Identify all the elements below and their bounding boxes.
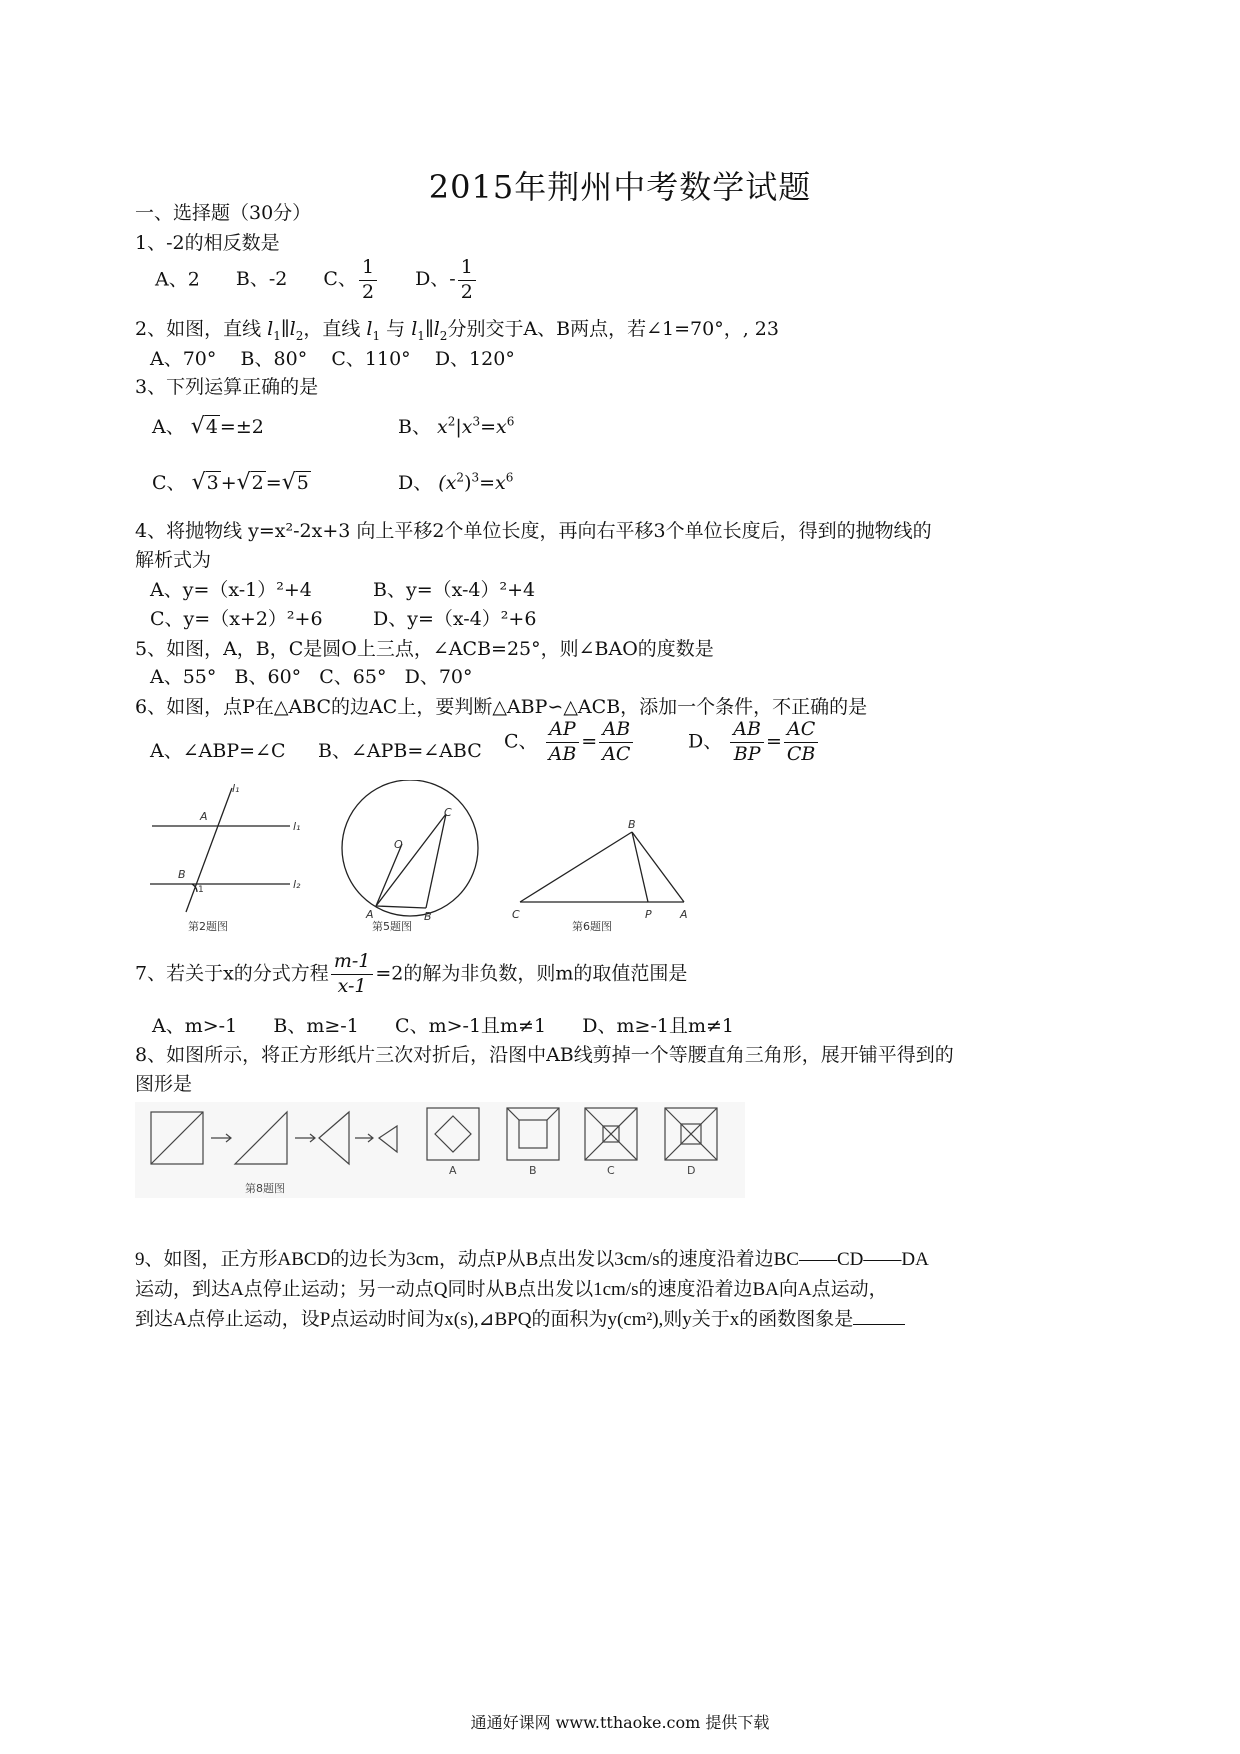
q7-stem-b: =2的解为非负数，则m的取值范围是 [375,962,688,985]
fig5-segment-ao [376,844,402,906]
q6-c-frac-1 [546,718,580,767]
q3-option-d [398,468,513,495]
q6-c-num-1: AP [546,718,580,743]
q6-c-den-1: AB [548,742,577,765]
figure-q8 [135,1102,745,1198]
q6-c-num-2: AB [599,718,633,743]
q1-option-d-prefix: D、- [415,268,456,291]
q3-option-c [152,468,311,495]
fig8-caption: 第8题图 [245,1182,285,1195]
q6-stem: 6、如图，点P在△ABC的边AC上，要判断△ABP∽△ACB，添加一个条件，不正确的是 [135,696,868,718]
q7-options: A、m>-1 B、m≥-1 C、m>-1且m≠1 D、m≥-1且m≠1 [152,1015,734,1037]
q3-b-exp: 2 [447,414,456,429]
q2-sub: 1 [273,328,281,343]
q8-line1: 8、如图所示，将正方形纸片三次对折后，沿图中AB线剪掉一个等腰直角三角形，展开铺平得到的 [135,1044,954,1066]
q3-option-a [152,412,264,439]
q3-c-radicand: 5 [296,472,309,494]
figure-q6 [520,832,684,902]
q6-d-num-1: AB [730,718,764,743]
q1-stem: 1、-2的相反数是 [135,232,280,254]
figure-q5 [342,780,478,916]
q7-stem-a: 7、若关于x的分式方程 [135,962,329,985]
q1-options [155,256,478,305]
q3-b-mid: |x [455,416,473,438]
q6-d-num-2: AC [784,718,819,743]
q6-d-frac-1 [730,718,764,767]
fig5-segment-ab [376,906,426,908]
page-title: 2015年荆州中考数学试题 [428,168,812,206]
fig6-label-b: B [628,818,636,831]
fig6-label-p: P [645,908,652,921]
q1-option-c-fraction [359,256,377,305]
q3-d-eq: =x [479,472,506,494]
q2-sub: 2 [295,328,304,343]
q3-b-eq: =x [480,416,507,438]
q1-d-numerator: 1 [458,256,476,281]
section-heading: 一、选择题（30分） [135,202,312,224]
q6-d-den-1: BP [733,742,761,765]
q8-line2: 图形是 [135,1073,193,1095]
fig5-circle [342,780,478,916]
q4-option-d: D、y=（x-4）²+6 [373,608,537,630]
q3-a-prefix: A、 [152,416,185,438]
fig5-label-o: O [394,838,403,851]
figure-q2 [150,788,290,912]
fig5-label-b: B [424,910,432,923]
q2-l: l [411,318,418,340]
fig8-label-a: A [449,1164,457,1177]
q3-b-x: x [437,416,448,438]
fig2-label-l1: l₁ [293,820,301,833]
q2-options: A、70° B、80° C、110° D、120° [150,348,515,370]
q3-b-prefix: B、 [398,416,431,438]
q3-a-radicand: 4 [205,416,218,438]
q3-d-prefix: D、 [398,472,433,494]
q3-c-prefix: C、 [152,472,186,494]
q7-stem [135,950,687,999]
q3-option-b [398,412,514,439]
fig5-segment-ac [376,814,446,906]
q2-parallel: ∥ [424,318,434,340]
figures-row [140,780,760,940]
q1-option-b: B、-2 [235,268,288,291]
q6-d-frac-2 [784,718,819,767]
q3-d-close: ) [464,472,472,494]
q2-sub: 1 [372,328,381,343]
fig8-label-c: C [607,1164,615,1177]
q6-option-a: A、∠ABP=∠C [150,740,286,762]
q3-stem: 3、下列运算正确的是 [135,376,319,398]
radical-icon: √ [190,414,205,439]
q1-d-denominator: 2 [460,280,473,303]
q1-option-c-prefix: C、 [323,268,357,291]
q3-d-exp: 6 [505,470,514,485]
q3-c-radicand: 2 [251,472,264,494]
q9-line3-text: 到达A点停止运动，设P点运动时间为x(s),⊿BPQ的面积为y(cm²),则y关于x的函数图象是 [135,1309,854,1330]
q2-l: l [433,318,440,340]
q2-text: 与 [380,318,412,340]
radical-icon: √ [236,470,251,495]
fig8-label-b: B [529,1164,537,1177]
q2-parallel: ∥ [280,318,290,340]
q3-d-open: (x [438,472,457,494]
fig5-caption: 第5题图 [372,920,412,933]
q3-b-exp: 3 [472,414,481,429]
q6-c-frac-2 [599,718,633,767]
q2-l: l [289,318,296,340]
fig2-label-top: l₁ [232,782,240,795]
fig8-background [135,1102,745,1198]
fig6-caption: 第6题图 [572,920,612,933]
q2-stem [135,314,779,343]
q2-sub: 1 [417,328,425,343]
q2-l: l [267,318,274,340]
q6-d-prefix: D、 [688,730,723,753]
q7-denominator: x-1 [337,974,367,997]
fig6-label-a: A [680,908,688,921]
q5-stem: 5、如图，A，B，C是圆O上三点，∠ACB=25°，则∠BAO的度数是 [135,638,714,660]
fig6-label-c: C [512,908,520,921]
q2-text: 分别交于A、B两点，若∠1=70°，, 23 [447,318,779,340]
q4-option-c: C、y=（x+2）²+6 [150,608,323,630]
q6-c-prefix: C、 [504,730,538,753]
fig2-label-a: A [200,810,208,823]
q4-option-a: A、y=（x-1）²+4 [150,579,312,601]
q1-c-numerator: 1 [359,256,377,281]
radical-icon: √ [281,470,296,495]
q3-d-exp: 3 [471,470,480,485]
q3-c-radicand: 3 [206,472,219,494]
fig5-label-c: C [444,806,452,819]
fig6-segment-cb [520,832,632,902]
q3-b-exp: 6 [506,414,515,429]
fig2-label-1: 1 [198,885,204,895]
fig2-label-b: B [178,868,186,881]
q9-line1: 9、如图，正方形ABCD的边长为3cm，动点P从B点出发以3cm/s的速度沿着边BC——CD——DA [135,1249,929,1270]
q6-option-d: D、 $\frac{AB}{BP}$ = $\frac{AC}{CB}$ [688,718,820,767]
q9-answer-blank[interactable] [853,1306,905,1325]
q3-c-plus: + [220,472,237,494]
q4-line2: 解析式为 [135,549,212,571]
q7-numerator: m-1 [331,950,374,975]
radical-icon: √ [191,470,206,495]
fig8-label-d: D [687,1164,696,1177]
q6-c-den-2: AC [602,742,631,765]
q1-c-denominator: 2 [361,280,375,303]
q3-c-eq: = [265,472,282,494]
footer-note: 通通好课网 www.tthaoke.com 提供下载 [470,1713,770,1732]
q9-line2: 运动，到达A点停止运动；另一动点Q同时从B点出发以1cm/s的速度沿着边BA向A点运动， [135,1279,888,1300]
q1-option-a: A、2 [155,268,200,291]
q7-fraction [331,950,374,999]
q1-option-d-fraction [458,256,476,305]
q4-option-b: B、y=（x-4）²+4 [373,579,536,601]
fig2-label-l2: l₂ [293,878,301,891]
fig5-label-a: A [366,908,374,921]
q2-text: ，直线 [303,318,367,340]
q4-line1: 4、将抛物线 y=x²-2x+3 向上平移2个单位长度，再向右平移3个单位长度后，得到的抛物线的 [135,520,932,542]
q9-line3 [135,1304,905,1331]
q2-text: 2、如图，直线 [135,318,268,340]
fig2-transversal [186,788,232,912]
q6-d-den-2: CB [786,742,816,765]
q3-d-exp: 2 [456,470,465,485]
q2-l: l [366,318,373,340]
q5-options: A、55° B、60° C、65° D、70° [150,666,473,688]
q6-option-c: C、 $\frac{AP}{AB}$ = $\frac{AB}{AC}$ [504,718,635,767]
q6-option-b: B、∠APB=∠ABC [318,740,482,762]
q2-sub: 2 [439,328,448,343]
q3-a-rest: =±2 [219,416,264,438]
fig2-caption: 第2题图 [188,920,228,933]
